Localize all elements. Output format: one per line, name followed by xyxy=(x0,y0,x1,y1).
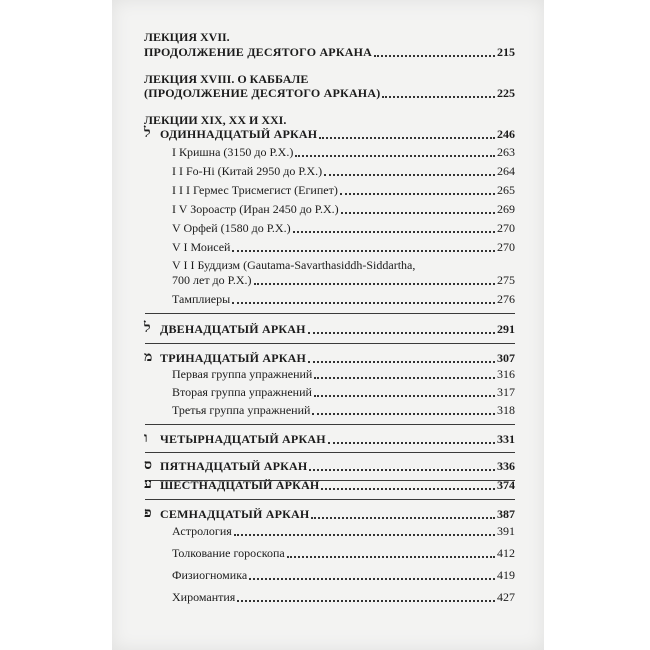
dot-leader xyxy=(308,361,495,363)
page-number: 265 xyxy=(497,183,515,197)
entry-title: ПЯТНАДЦАТЫЙ АРКАН xyxy=(160,459,308,473)
hebrew-letter: ל xyxy=(144,126,151,141)
entry-title: Хиромантия xyxy=(172,590,236,604)
toc-subentry[interactable] xyxy=(172,524,515,539)
dot-leader xyxy=(328,442,495,444)
dot-leader xyxy=(308,332,495,334)
lecture-17-heading: ЛЕКЦИЯ XVII. xyxy=(144,30,230,44)
page-number: 269 xyxy=(497,202,515,216)
entry-title: I V Зороастр (Иран 2450 до Р.Х.) xyxy=(172,202,339,216)
page-number: 331 xyxy=(497,432,515,446)
toc-subentry[interactable] xyxy=(172,367,515,382)
page-number: 225 xyxy=(497,86,515,100)
toc-entry-arcana-15[interactable] xyxy=(144,458,515,474)
dot-leader xyxy=(293,231,495,233)
entry-title: V I Моисей xyxy=(172,240,231,254)
hebrew-letter: ס xyxy=(144,458,152,473)
separator-line xyxy=(145,313,515,314)
toc-subentry[interactable] xyxy=(172,403,515,418)
entry-title: Толкование гороскопа xyxy=(172,546,285,560)
page-number: 215 xyxy=(497,45,515,59)
entry-title: 700 лет до Р.Х.) xyxy=(172,273,252,287)
toc-subentry[interactable] xyxy=(172,568,515,583)
lecture-18-heading: ЛЕКЦИЯ XVIII. О КАББАЛЕ xyxy=(144,72,309,86)
toc-subentry[interactable] xyxy=(172,273,515,288)
toc-entry-arcana-12[interactable] xyxy=(144,321,515,337)
dot-leader xyxy=(341,212,495,214)
hebrew-letter: פ xyxy=(144,506,152,521)
entry-title: ДВЕНАДЦАТЫЙ АРКАН xyxy=(160,322,306,336)
separator-line xyxy=(145,452,515,453)
dot-leader xyxy=(340,193,495,195)
toc-subentry[interactable] xyxy=(172,183,515,198)
dot-leader xyxy=(287,556,495,558)
dot-leader xyxy=(232,250,495,252)
page-number: 419 xyxy=(497,568,515,582)
page-number: 318 xyxy=(497,403,515,417)
entry-title: ПРОДОЛЖЕНИЕ ДЕСЯТОГО АРКАНА xyxy=(144,45,373,59)
page-number: 307 xyxy=(497,351,515,365)
entry-title: ШЕСТНАДЦАТЫЙ АРКАН xyxy=(160,478,320,492)
hebrew-letter: ע xyxy=(144,477,152,492)
entry-title: ЧЕТЫРНАДЦАТЫЙ АРКАН xyxy=(160,432,326,446)
page-number: 317 xyxy=(497,385,515,399)
page-number: 291 xyxy=(497,322,515,336)
dot-leader xyxy=(374,55,495,57)
entry-title: Третья группа упражнений xyxy=(172,403,311,417)
dot-leader xyxy=(254,283,496,285)
entry-title: ТРИНАДЦАТЫЙ АРКАН xyxy=(160,351,307,365)
dot-leader xyxy=(234,534,495,536)
entry-title: I I I Гермес Трисмегист (Египет) xyxy=(172,183,338,197)
dot-leader xyxy=(232,302,495,304)
hebrew-letter: ו xyxy=(144,431,148,446)
entry-title: Астрология xyxy=(172,524,232,538)
toc-subentry[interactable] xyxy=(172,240,515,255)
entry-title: I Кришна (3150 до Р.Х.) xyxy=(172,145,294,159)
page-number: 270 xyxy=(497,221,515,235)
toc-entry-arcana-17[interactable] xyxy=(144,506,515,522)
page-number: 316 xyxy=(497,367,515,381)
toc-subentry[interactable] xyxy=(172,221,515,236)
page-number: 374 xyxy=(497,478,515,492)
toc-entry-arcana-11[interactable] xyxy=(144,126,515,142)
page-number: 427 xyxy=(497,590,515,604)
page-number: 270 xyxy=(497,240,515,254)
page-number: 263 xyxy=(497,145,515,159)
toc-entry-lecture-18[interactable] xyxy=(144,86,515,101)
hebrew-letter: מ xyxy=(144,350,153,365)
toc-subentry[interactable] xyxy=(172,292,515,307)
dot-leader xyxy=(311,517,495,519)
entry-title: СЕМНАДЦАТЫЙ АРКАН xyxy=(160,507,310,521)
page-number: 336 xyxy=(497,459,515,473)
toc-subentry[interactable] xyxy=(172,590,515,605)
toc-subentry[interactable] xyxy=(172,145,515,160)
toc-subentry[interactable] xyxy=(172,164,515,179)
entry-title: V Орфей (1580 до Р.Х.) xyxy=(172,221,291,235)
separator-line xyxy=(145,499,515,500)
page-number: 264 xyxy=(497,164,515,178)
page-number: 387 xyxy=(497,507,515,521)
page-number: 391 xyxy=(497,524,515,538)
entry-title: Тамплиеры xyxy=(172,292,231,306)
dot-leader xyxy=(312,413,495,415)
entry-title: Первая группа упражнений xyxy=(172,367,313,381)
page-number: 276 xyxy=(497,292,515,306)
separator-line xyxy=(145,343,515,344)
entry-title: I I Fo-Hi (Китай 2950 до Р.Х.) xyxy=(172,164,323,178)
toc-subentry[interactable] xyxy=(172,202,515,217)
toc-subentry[interactable] xyxy=(172,385,515,400)
dot-leader xyxy=(314,395,495,397)
entry-title: (ПРОДОЛЖЕНИЕ ДЕСЯТОГО АРКАНА) xyxy=(144,86,381,100)
toc-subentry-line1: V I I Буддизм (Gautama-Savarthasiddh-Siddartha, xyxy=(172,258,416,272)
dot-leader xyxy=(249,578,495,580)
hebrew-letter: ל xyxy=(144,321,151,336)
toc-entry-arcana-13[interactable] xyxy=(144,350,515,366)
page-number: 275 xyxy=(497,273,515,287)
lecture-19-21-heading: ЛЕКЦИИ XIX, XX И XXI. xyxy=(144,113,287,127)
dot-leader xyxy=(321,488,495,490)
separator-line xyxy=(145,424,515,425)
toc-entry-arcana-14[interactable] xyxy=(144,431,515,447)
dot-leader xyxy=(382,96,495,98)
entry-title: Физиогномика xyxy=(172,568,248,582)
dot-leader xyxy=(324,174,495,176)
dot-leader xyxy=(319,137,495,139)
toc-entry-lecture-17[interactable] xyxy=(144,45,515,60)
dot-leader xyxy=(237,600,495,602)
toc-entry-arcana-16[interactable] xyxy=(144,477,515,493)
entry-title: Вторая группа упражнений xyxy=(172,385,312,399)
dot-leader xyxy=(295,155,495,157)
toc-subentry[interactable] xyxy=(172,546,515,561)
page-number: 246 xyxy=(497,127,515,141)
dot-leader xyxy=(314,377,495,379)
dot-leader xyxy=(309,469,495,471)
entry-title: ОДИННАДЦАТЫЙ АРКАН xyxy=(160,127,318,141)
page-number: 412 xyxy=(497,546,515,560)
